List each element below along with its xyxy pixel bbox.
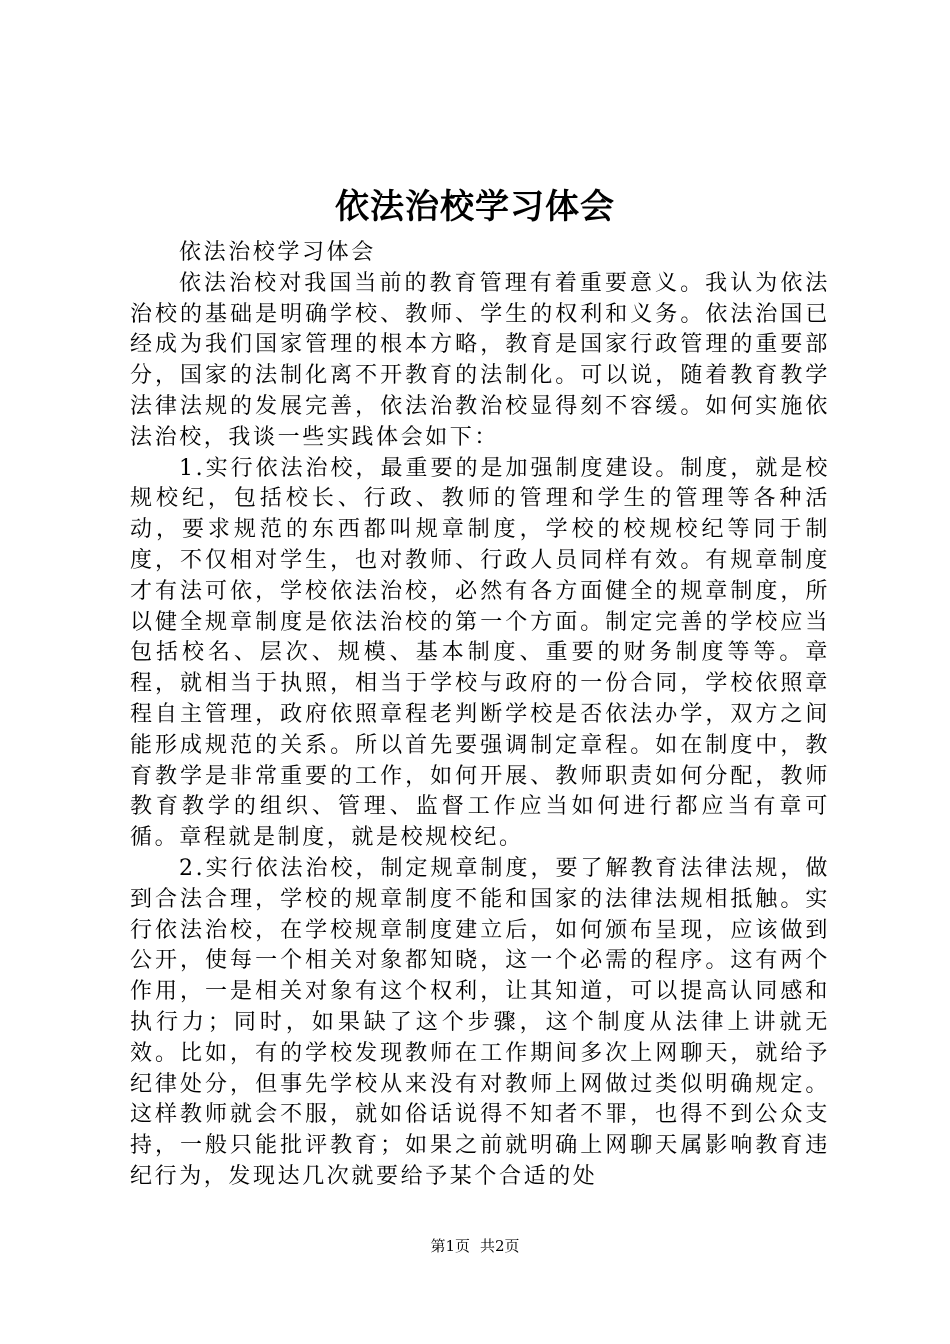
paragraph-intro: 依法治校对我国当前的教育管理有着重要意义。我认为依法治校的基础是明确学校、教师、学生的权利和义务。依法治国已经成为我们国家管理的根本方略，教育是国家行政管理的重要部分，国家的法制化离不开教育的法制化。可以说，随着教育教学法律法规的发展完善，依法治教治校显得刻不容缓。如何实施依法治校，我谈一些实践体会如下： — [130, 270, 830, 450]
paragraph-point-1: 1.实行依法治校，最重要的是加强制度建设。制度，就是校规校纪，包括校长、行政、教师的管理和学生的管理等各种活动，要求规范的东西都叫规章制度，学校的校规校纪等同于制度，不仅相对学生，也对教师、行政人员同样有效。有规章制度才有法可依，学校依法治校，必然有各方面健全的规章制度，所以健全规章制度是依法治校的第一个方面。制定完善的学校应当包括校名、层次、规模、基本制度、重要的财务制度等等。章程，就相当于执照，相当于学校与政府的一份合同，学校依照章程自主管理，政府依照章程老判断学校是否依法办学，双方之间能形成规范的关系。所以首先要强调制定章程。如在制度中，教育教学是非常重要的工作，如何开展、教师职责如何分配，教师教育教学的组织、管理、监督工作应当如何进行都应当有章可循。章程就是制度，就是校规校纪。 — [130, 455, 830, 851]
page-footer — [0, 1236, 950, 1256]
paragraph-point-2: 2.实行依法治校，制定规章制度，要了解教育法律法规，做到合法合理，学校的规章制度不能和国家的法律法规相抵触。实行依法治校，在学校规章制度建立后，如何颁布呈现，应该做到公开，使每一个相关对象都知晓，这一个必需的程序。这有两个作用，一是相关对象有这个权利，让其知道，可以提高认同感和执行力；同时，如果缺了这个步骤，这个制度从法律上讲就无效。比如，有的学校发现教师在工作期间多次上网聊天，就给予纪律处分，但事先学校从来没有对教师上网做过类似明确规定。这样教师就会不服，就如俗话说得不知者不罪，也得不到公众支持，一般只能批评教育；如果之前就明确上网聊天属影响教育违纪行为，发现达几次就要给予某个合适的处 — [130, 855, 830, 1189]
document-body — [130, 238, 830, 1193]
document-title: 依法治校学习体会 — [335, 187, 615, 227]
paragraph-subtitle: 依法治校学习体会 — [179, 240, 376, 265]
page-total: 共2页 — [480, 1237, 520, 1255]
page-number: 第1页 — [430, 1237, 470, 1255]
